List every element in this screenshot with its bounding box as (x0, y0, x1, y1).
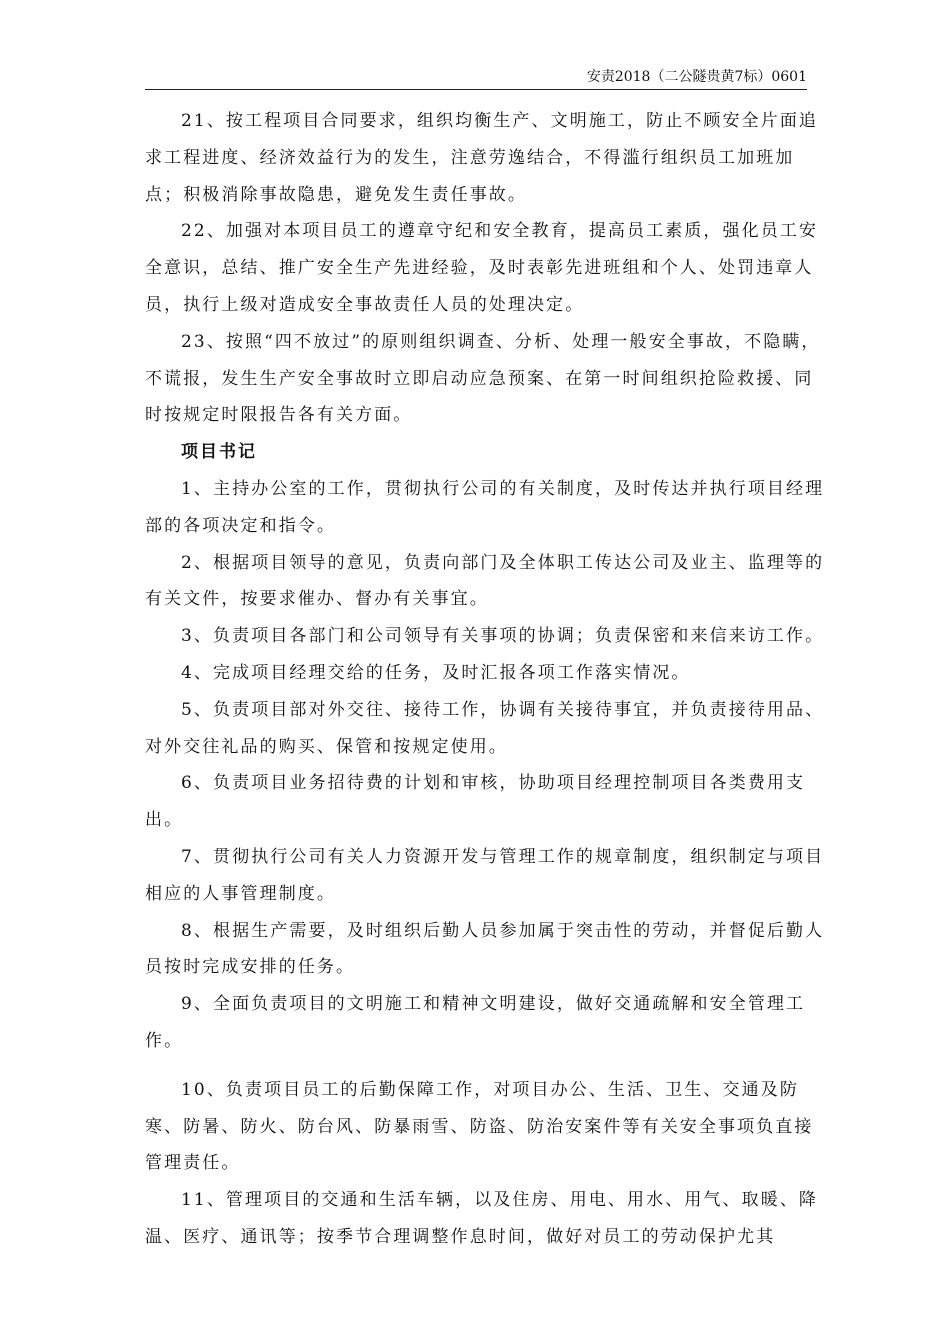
paragraph-10: 10、负责项目员工的后勤保障工作，对项目办公、生活、卫生、交通及防寒、防暑、防火、防台风、防暴雨雪、防盗、防治安案件等有关安全事项负直接管理责任。 (145, 1079, 814, 1174)
paragraph-23: 23、按照“四不放过”的原则组织调查、分析、处理一般安全事故，不隐瞒，不谎报，发生生产安全事故时立即启动应急预案、在第一时间组织抢险救援、同时按规定时限报告各有关方面。 (145, 331, 821, 426)
paragraph-4: 4、完成项目经理交给的任务，及时汇报各项工作落实情况。 (181, 662, 691, 683)
paragraph-7: 7、贯彻执行公司有关人力资源开发与管理工作的规章制度，组织制定与项目相应的人事管理制度。 (145, 846, 825, 904)
paragraph-gap (145, 1060, 825, 1072)
paragraph-8: 8、根据生产需要，及时组织后勤人员参加属于突击性的劳动，并督促后勤人员按时完成安排的任务。 (145, 920, 825, 978)
paragraph-3: 3、负责项目各部门和公司领导有关事项的协调；负责保密和来信来访工作。 (181, 626, 825, 647)
header-rule (145, 89, 807, 90)
document-header-code: 安责2018（二公隧贵黄7标）0601 (586, 69, 807, 85)
paragraph-11: 11、管理项目的交通和生活车辆，以及住房、用电、用水、用气、取暖、降温、医疗、通讯等；按季节合理调整作息时间，做好对员工的劳动保护尤其 (145, 1190, 819, 1247)
paragraph-2: 2、根据项目领导的意见，负责向部门及全体职工传达公司及业主、监理等的有关文件，按要求催办、督办有关事宜。 (145, 552, 825, 610)
section-heading: 项目书记 (181, 442, 257, 463)
document-body (145, 103, 825, 1256)
paragraph-5: 5、负责项目部对外交往、接待工作，协调有关接待事宜，并负责接待用品、对外交往礼品的购买、保管和按规定使用。 (145, 699, 825, 757)
paragraph-21: 21、按工程项目合同要求，组织均衡生产、文明施工，防止不顾安全片面追求工程进度、经济效益行为的发生，注意劳逸结合，不得滥行组织员工加班加点；积极消除事故隐患，避免发生责任事故。 (145, 111, 819, 205)
paragraph-1: 1、主持办公室的工作，贯彻执行公司的有关制度，及时传达并执行项目经理部的各项决定和指令。 (145, 478, 825, 536)
paragraph-6: 6、负责项目业务招待费的计划和审核，协助项目经理控制项目各类费用支出。 (145, 773, 806, 831)
paragraph-22: 22、加强对本项目员工的遵章守纪和安全教育，提高员工素质，强化员工安全意识，总结、推广安全生产先进经验，及时表彰先进班组和个人、处罚违章人员，执行上级对造成安全事故责任人员的处理决定。 (145, 221, 819, 315)
paragraph-9: 9、全面负责项目的文明施工和精神文明建设，做好交通疏解和安全管理工作。 (145, 994, 806, 1051)
